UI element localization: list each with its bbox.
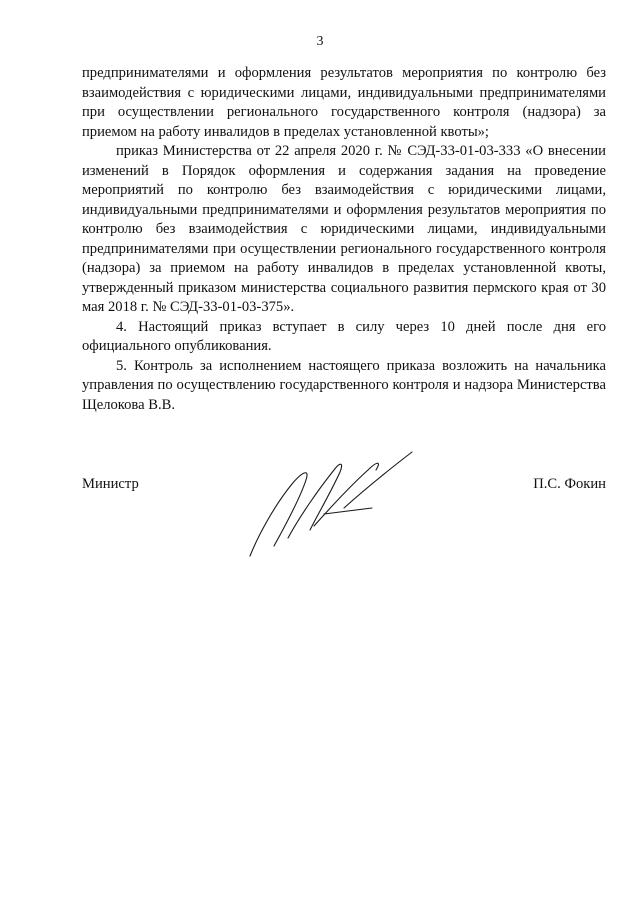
signatory-name: П.С. Фокин xyxy=(533,476,606,492)
paragraph-item-4: 4. Настоящий приказ вступает в силу через 10 дней после дня его официального опубликования. xyxy=(82,318,606,354)
paragraph-order-reference: приказ Министерства от 22 апреля 2020 г. № СЭД-33-01-03-333 «О внесении изменений в Порядок оформления и содержания задания на проведение мероприятий по контролю без взаимодействия с юридическими лицами, индивидуальными предпринимателями и оформления результатов мероприятия по контролю без взаимодействия с юридическими лицами, индивидуальными предпринимателями при осуществлении регионального государственного контроля (надзора) за приемом на работу инвалидов в пределах установленной квоты, утвержденный приказом министерства социального развития пермского края от 30 мая 2018 г. № СЭД-33-01-03-375». xyxy=(82,143,606,315)
paragraph-item-5: 5. Контроль за исполнением настоящего приказа возложить на начальника управления по осуществлению государственного контроля и надзора Министерства Щелокова В.В. xyxy=(82,357,606,413)
signatory-title: Министр xyxy=(82,476,139,492)
paragraph-continuation: предпринимателями и оформления результатов мероприятия по контролю без взаимодействия с юридическими лицами, индивидуальными предпринимателями при осуществлении регионального государственного контроля (надзора) за приемом на работу инвалидов в пределах установленной квоты»; xyxy=(82,65,606,140)
document-body xyxy=(82,64,606,415)
signature-block xyxy=(82,476,606,596)
page-number: 3 xyxy=(316,34,324,49)
handwritten-signature xyxy=(244,450,424,560)
